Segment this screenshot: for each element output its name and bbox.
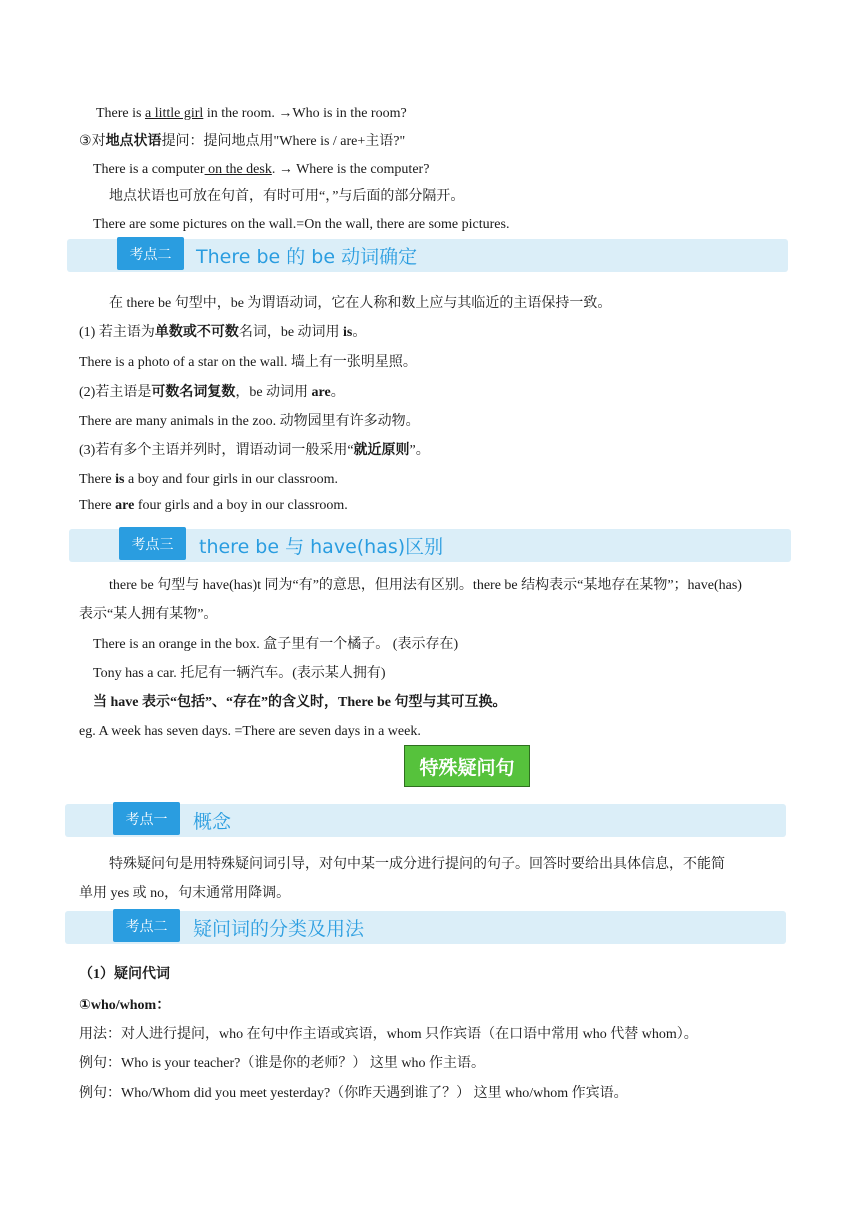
text-line: There is a photo of a star on the wall. 墙上有一张明星照。 <box>79 355 417 370</box>
section-tag: 考点二 <box>117 237 184 270</box>
bold-text: is <box>115 472 125 487</box>
text: 名词，be 动词用 <box>238 325 344 340</box>
section-title: 疑问词的分类及用法 <box>193 918 365 940</box>
section-header-bar <box>65 804 786 837</box>
text-line: 特殊疑问句是用特殊疑问词引导，对句中某一成分进行提问的句子。回答时要给出具体信息，不能简 <box>109 857 725 872</box>
text: There <box>79 498 116 513</box>
text-line: 例句：Who/Whom did you meet yesterday?（你昨天遇到谁了？） 这里 who/whom 作宾语。 <box>79 1086 628 1101</box>
text-line: 在 there be 句型中，be 为谓语动词，它在人称和数上应与其临近的主语保持一致。 <box>109 296 612 311</box>
text-line: 当 have 表示“包括”、“存在”的含义时，There be 句型与其可互换。 <box>93 695 507 710</box>
text-line: Tony has a car. 托尼有一辆汽车。(表示某人拥有) <box>93 666 386 681</box>
text-line <box>79 384 345 402</box>
bold-text: 单数或不可数 <box>154 325 239 340</box>
text-line <box>79 324 366 342</box>
bold-text: is <box>343 325 353 340</box>
text-line <box>79 471 338 489</box>
text: ”。 <box>409 443 430 458</box>
text-line: 表示“某人拥有某物”。 <box>79 607 218 622</box>
text: 。 <box>352 325 367 340</box>
text-line <box>79 497 348 515</box>
text: There <box>79 472 116 487</box>
text-line <box>96 105 407 123</box>
text-line: 用法：对人进行提问，who 在句中作主语或宾语，whom 只作宾语（在口语中常用 who 代替 whom）。 <box>79 1027 698 1042</box>
text-line: There are some pictures on the wall.=On the wall, there are some pictures. <box>93 217 510 232</box>
bold-text: 就近原则 <box>353 443 410 458</box>
subheading <box>79 996 170 1015</box>
text: (2)若主语是 <box>79 385 152 400</box>
text: 。 <box>330 385 345 400</box>
bold-text: are <box>311 385 331 400</box>
bold-text: are <box>115 498 135 513</box>
text: in the room. →Who is in the room? <box>203 106 407 121</box>
text-line <box>79 442 430 460</box>
bold-text: who/whom： <box>90 998 171 1013</box>
text: There is a computer <box>93 162 205 177</box>
section-tag: 考点二 <box>113 909 180 942</box>
text-line: 单用 yes 或 no，句末通常用降调。 <box>79 886 291 901</box>
underlined-text: a little girl <box>144 106 204 121</box>
section-tag: 考点三 <box>119 527 186 560</box>
bold-text: 可数名词复数 <box>151 385 236 400</box>
bold-text: 地点状语 <box>105 134 162 149</box>
section-tag: 考点一 <box>113 802 180 835</box>
section-header-bar <box>65 911 786 944</box>
chapter-heading: 特殊疑问句 <box>404 745 530 787</box>
text: 提问：提问地点用"Where is / are+主语?" <box>161 134 406 149</box>
text-line: there be 句型与 have(has)t 同为“有”的意思，但用法有区别。there be 结构表示“某地存在某物”；have(has) <box>109 578 742 593</box>
text-line <box>93 161 429 179</box>
section-title: 概念 <box>193 811 232 833</box>
text: (3)若有多个主语并列时，谓语动词一般采用“ <box>79 443 354 458</box>
text-line: There are many animals in the zoo. 动物园里有许多动物。 <box>79 414 420 429</box>
section-title: there be 与 have(has)区别 <box>199 536 444 558</box>
circled-number: ③ <box>79 133 92 149</box>
text: a boy and four girls in our classroom. <box>124 472 338 487</box>
section-header-bar <box>69 529 791 562</box>
text-line: eg. A week has seven days. =There are seven days in a week. <box>79 724 421 739</box>
circled-number: ① <box>79 997 91 1013</box>
text-line: 地点状语也可放在句首，有时可用“，”与后面的部分隔开。 <box>109 189 465 204</box>
text: 对 <box>91 134 106 149</box>
text-line <box>79 132 405 151</box>
text: (1) 若主语为 <box>79 325 155 340</box>
text: There is <box>96 106 145 121</box>
text: four girls and a boy in our classroom. <box>134 498 348 513</box>
text-line: 例句：Who is your teacher?（谁是你的老师？） 这里 who 作主语。 <box>79 1056 485 1071</box>
text: ，be 动词用 <box>235 385 312 400</box>
text: . → Where is the computer? <box>271 162 430 177</box>
section-header-bar <box>67 239 788 272</box>
subheading: （1）疑问代词 <box>79 967 170 982</box>
section-title: There be 的 be 动词确定 <box>196 246 418 268</box>
text-line: There is an orange in the box. 盒子里有一个橘子。 (表示存在) <box>93 637 459 652</box>
underlined-text: on the desk <box>204 162 272 177</box>
